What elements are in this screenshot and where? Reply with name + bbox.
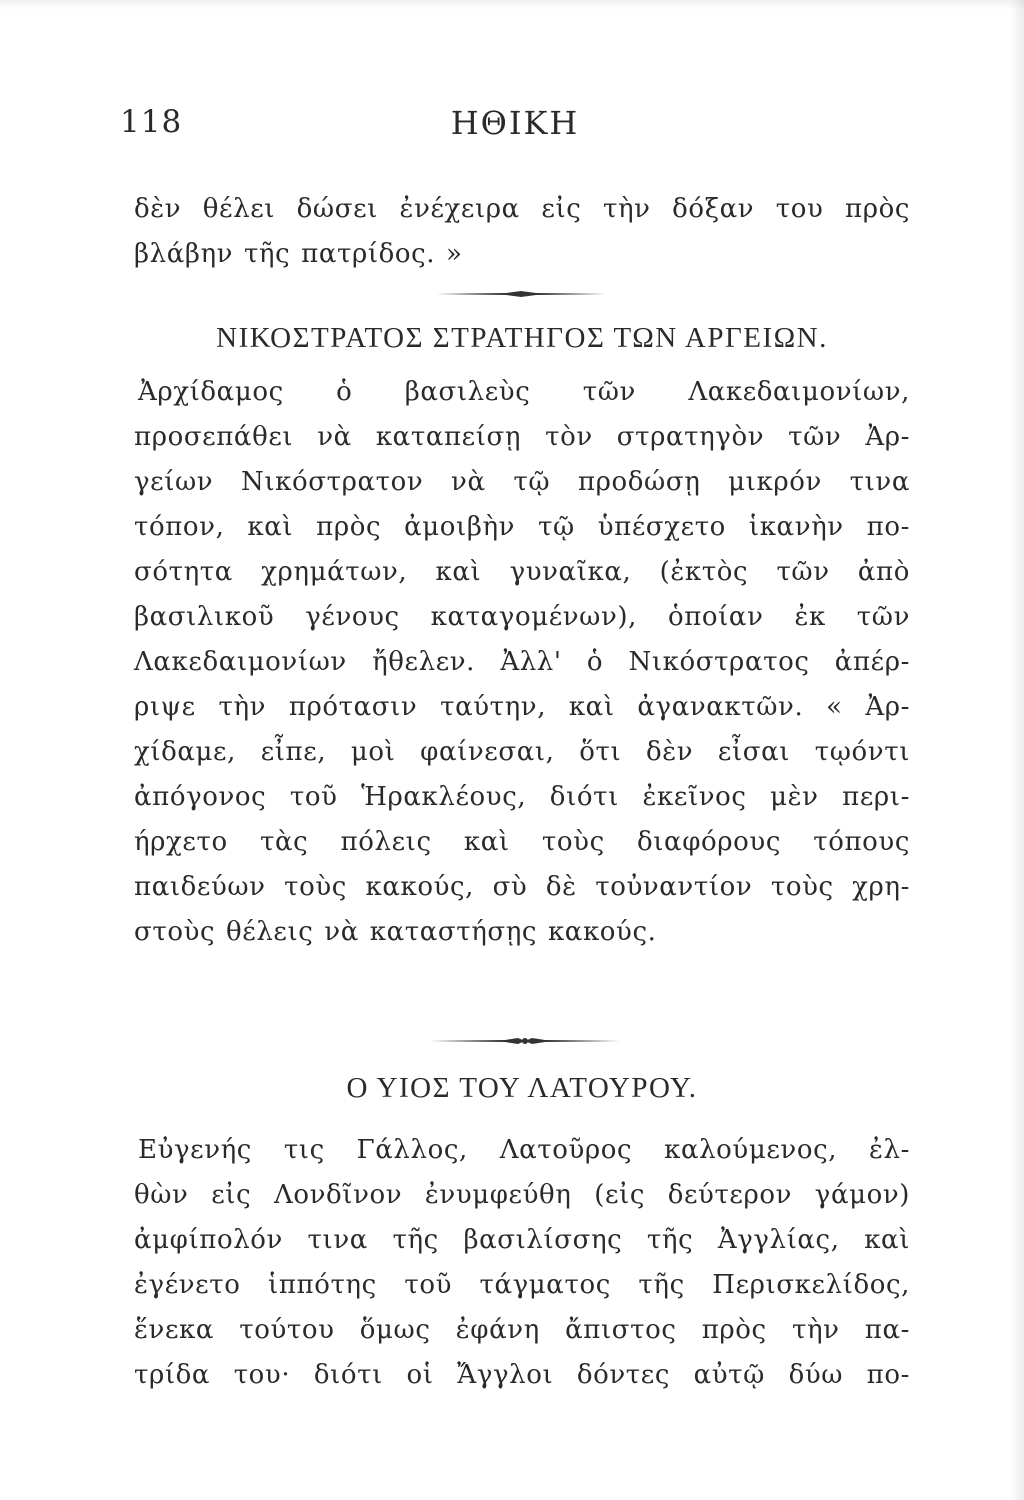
text-line: θὼν εἰς Λονδῖνον ἐνυμφεύθη (εἰς δεύτερον γάμον) [134,1180,910,1210]
text-line: χίδαμε, εἶπε, μοὶ φαίνεσαι, ὅτι δὲν εἶσαι τῳόντι [134,737,910,767]
page-top-shadow [0,0,1024,10]
text-line: ριψε τὴν πρότασιν ταύτην, καὶ ἀγανακτῶν. « Ἀρ- [134,692,910,722]
text-line: ἕνεκα τούτου ὅμως ἐφάνη ἄπιστος πρὸς τὴν πα- [134,1315,910,1345]
text-line: τόπον, καὶ πρὸς ἀμοιβὴν τῷ ὑπέσχετο ἱκανὴν πο- [134,512,910,542]
text-line: Ἀρχίδαμος ὁ βασιλεὺς τῶν Λακεδαιμονίων, [138,377,910,407]
text-line: Λακεδαιμονίων ἤθελεν. Ἀλλ' ὁ Νικόστρατος ἀπέρ- [134,647,910,677]
page-edge-shadow [1010,0,1024,1500]
page-header [120,104,920,154]
text-line: δὲν θέλει δώσει ἐνέχειρα εἰς τὴν δόξαν του πρὸς [134,194,910,224]
text-line: ἐγένετο ἱππότης τοῦ τάγματος τῆς Περισκελίδος, [134,1270,910,1300]
text-line: στοὺς θέλεις νὰ καταστήσῃς κακούς. [134,917,657,947]
text-line: τρίδα του· διότι οἱ Ἄγγλοι δόντες αὐτῷ δύω πο- [134,1360,910,1390]
ornamental-rule [436,290,606,298]
section-heading-nikostratos: ΝΙΚΟΣΤΡΑΤΟΣ ΣΤΡΑΤΗΓΟΣ ΤΩΝ ΑΡΓΕΙΩΝ. [216,322,828,354]
text-line: ἀμφίπολόν τινα τῆς βασιλίσσης τῆς Ἀγγλίας, καὶ [134,1225,910,1255]
text-line: βασιλικοῦ γένους καταγομένων), ὁποίαν ἐκ τῶν [134,602,910,632]
text-line: γείων Νικόστρατον νὰ τῷ προδώσῃ μικρόν τινα [134,467,910,497]
text-line: παιδεύων τοὺς κακούς, σὺ δὲ τοὐναντίον τοὺς χρη- [134,872,910,902]
text-line: σότητα χρημάτων, καὶ γυναῖκα, (ἐκτὸς τῶν ἀπὸ [134,557,910,587]
section-body-nikostratos [134,370,910,955]
text-line: Εὐγενής τις Γάλλος, Λατοῦρος καλούμενος, ἐλ- [138,1135,910,1165]
text-line: ήρχετο τὰς πόλεις καὶ τοὺς διαφόρους τόπους [134,827,910,857]
intro-paragraph [134,187,910,277]
text-line: βλάβην τῆς πατρίδος. » [134,239,463,269]
section-body-latour [134,1128,910,1398]
running-title: ΗΘΙΚΗ [450,104,580,142]
page-number: 118 [120,104,183,140]
ornamental-rule [430,1037,620,1045]
section-heading-latour: Ο ΥΙΟΣ ΤΟΥ ΛΑΤΟΥΡΟΥ. [346,1072,698,1104]
text-line: προσεπάθει νὰ καταπείσῃ τὸν στρατηγὸν τῶν Ἀρ- [134,422,910,452]
text-line: ἀπόγονος τοῦ Ἡρακλέους, διότι ἐκεῖνος μὲν περι- [134,782,910,812]
